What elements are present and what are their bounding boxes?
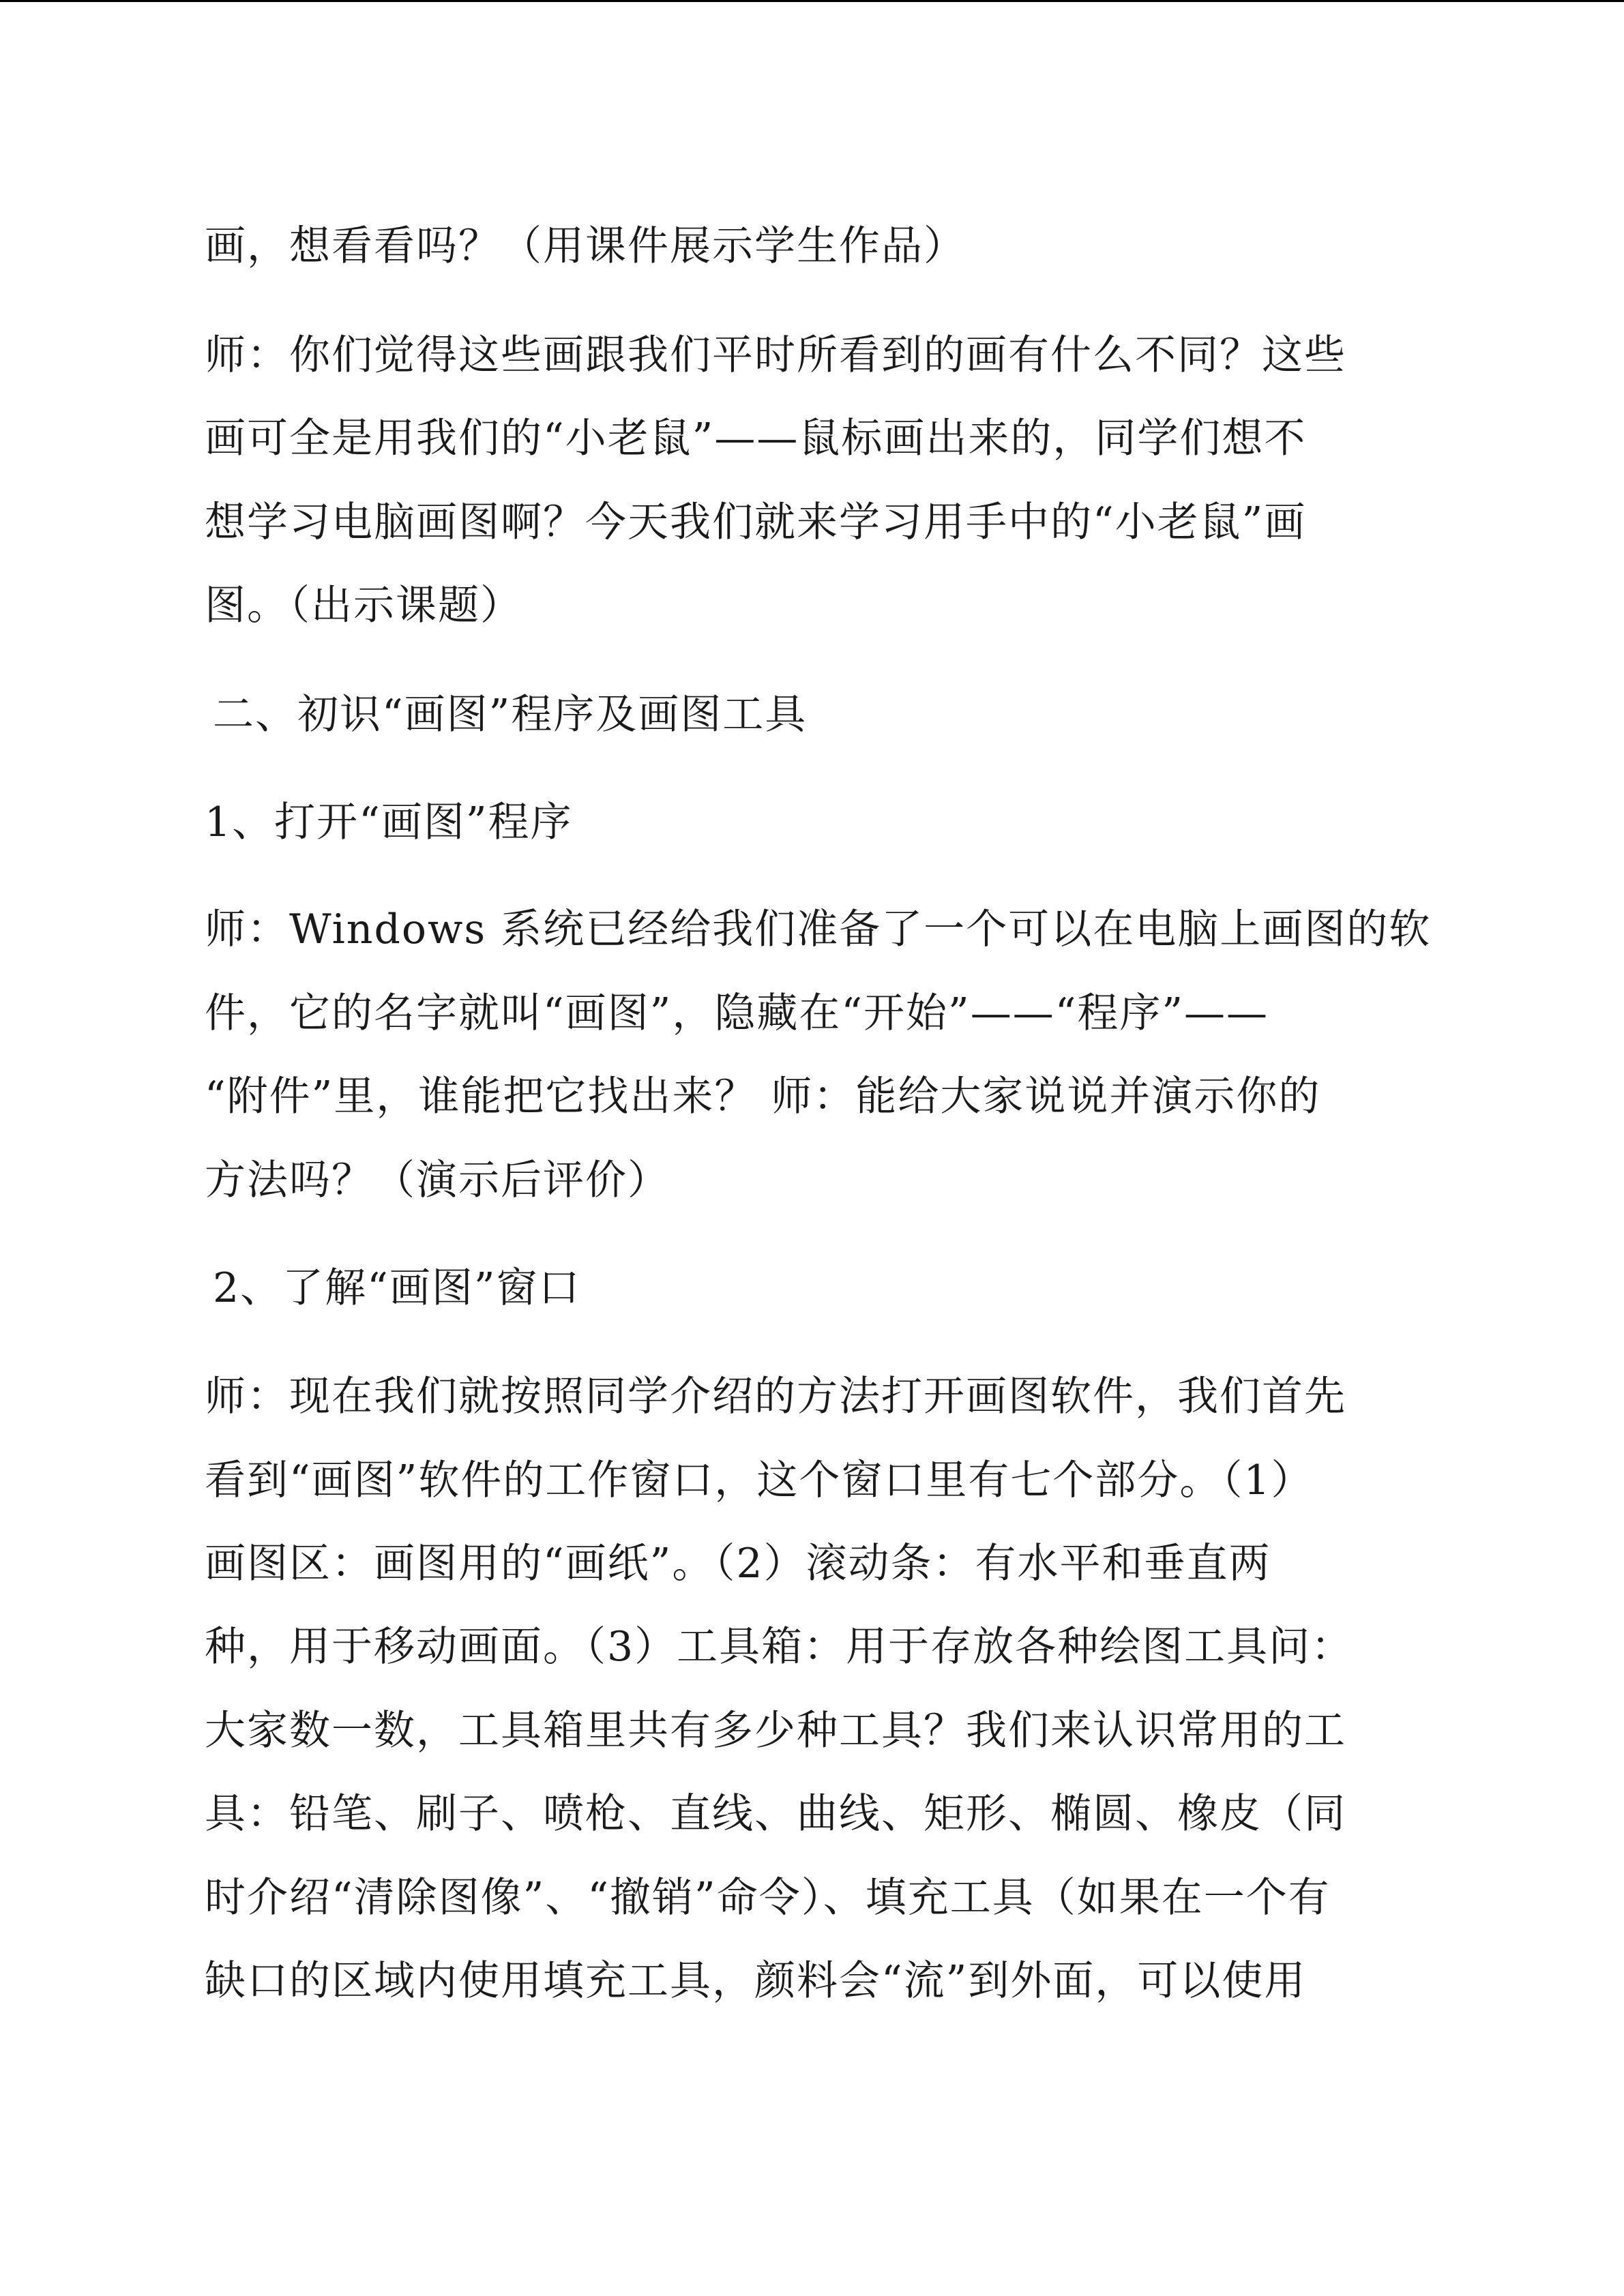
paragraph-line: 具：铅笔、刷子、喷枪、直线、曲线、矩形、椭圆、橡皮（同 <box>205 1790 1346 1838</box>
paragraph-line: 件，它的名字就叫“画图”，隐藏在“开始”——“程序”—— <box>205 989 1269 1037</box>
paragraph-line: 时介绍“清除图像”、“撤销”命令）、填充工具（如果在一个有 <box>205 1874 1331 1922</box>
paragraph-line: 师：Windows 系统已经给我们准备了一个可以在电脑上画图的软 <box>205 906 1432 953</box>
paragraph-line: 想学习电脑画图啊？今天我们就来学习用手中的“小老鼠”画 <box>205 498 1307 546</box>
section-heading: 二、初识“画图”程序及画图工具 <box>213 691 808 739</box>
subsection-heading: 1、打开“画图”程序 <box>205 799 573 846</box>
paragraph-line: 画可全是用我们的“小老鼠”——鼠标画出来的，同学们想不 <box>205 415 1307 462</box>
paragraph-line: 图。（出示课题） <box>205 582 522 629</box>
paragraph-line: 方法吗？（演示后评价） <box>205 1157 670 1204</box>
paragraph-line: 缺口的区域内使用填充工具，颜料会“流”到外面，可以使用 <box>205 1957 1307 2005</box>
paragraph-line: 看到“画图”软件的工作窗口，这个窗口里有七个部分。（1） <box>205 1457 1314 1504</box>
paragraph-line: 画，想看看吗？（用课件展示学生作品） <box>205 222 966 270</box>
paragraph-line: 画图区：画图用的“画纸”。（2）滚动条：有水平和垂直两 <box>205 1540 1271 1587</box>
paragraph-line: 师：你们觉得这些画跟我们平时所看到的画有什么不同？这些 <box>205 331 1346 379</box>
paragraph-line: 种，用于移动画面。（3）工具箱：用于存放各种绘图工具问： <box>205 1623 1354 1671</box>
paragraph-line: 大家数一数，工具箱里共有多少种工具？我们来认识常用的工 <box>205 1707 1346 1755</box>
paragraph-line: “附件”里，谁能把它找出来？ 师：能给大家说说并演示你的 <box>205 1073 1321 1120</box>
subsection-heading: 2、了解“画图”窗口 <box>213 1264 581 1312</box>
paragraph-line: 师：现在我们就按照同学介绍的方法打开画图软件，我们首先 <box>205 1373 1346 1420</box>
